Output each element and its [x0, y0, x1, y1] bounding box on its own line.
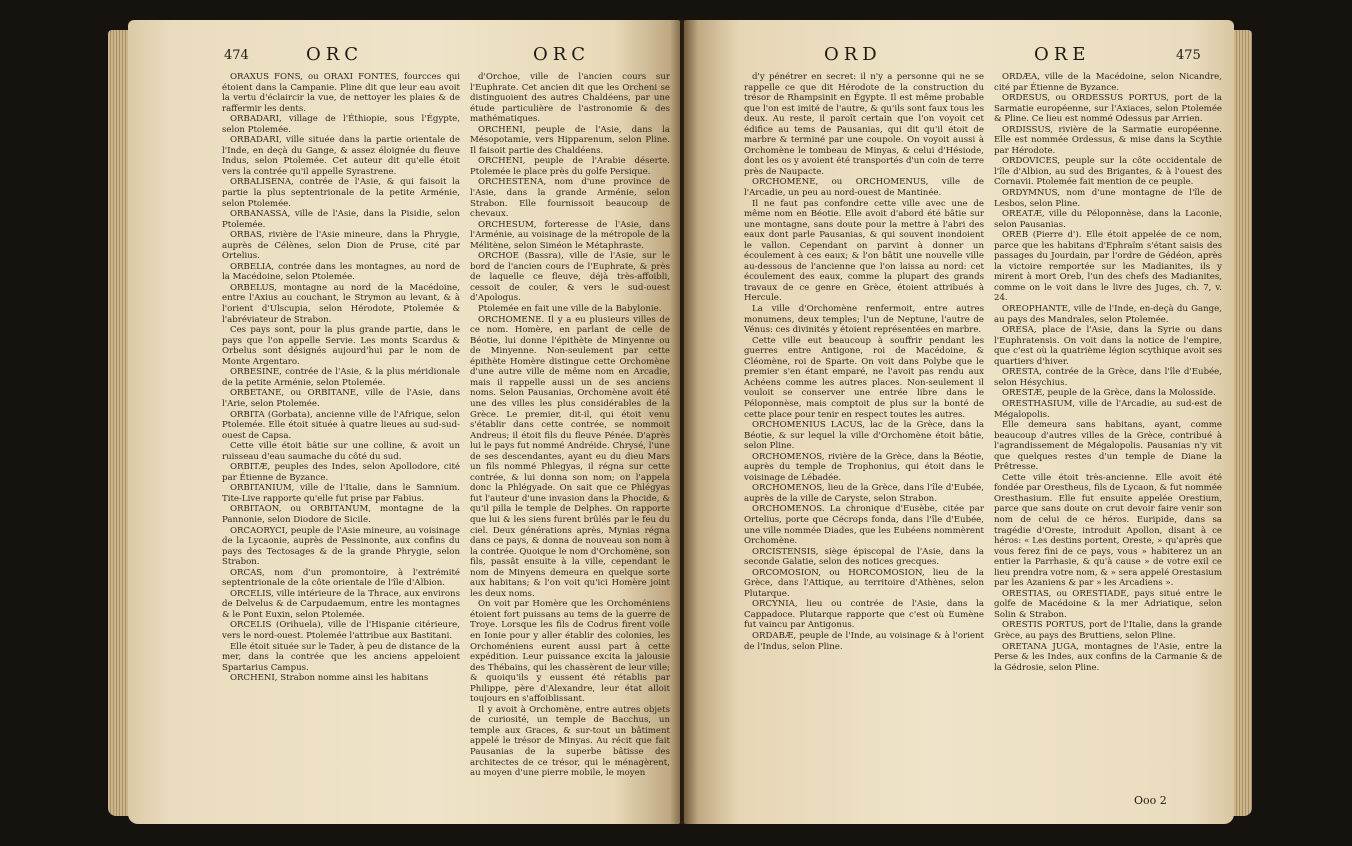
dictionary-entry: La ville d'Orchomène renfermoit, entre autres monumens, deux temples; l'un de Neptune, l'autre de Vénus: ces divinités y étoient représentées en marbre. — [744, 304, 984, 336]
running-head-right-1: ORD — [824, 44, 882, 65]
right-column-2 — [994, 72, 1222, 792]
book-gutter — [670, 20, 698, 824]
left-column-1 — [222, 72, 460, 792]
dictionary-entry: ORESTÆ, peuple de la Grèce, dans la Molosside. — [1002, 388, 1216, 399]
dictionary-entry: ORDÆA, ville de la Macédoine, selon Nicandre, cité par Étienne de Byzance. — [994, 72, 1222, 93]
dictionary-entry: ORESTA, contrée de la Grèce, dans l'île d'Eubée, selon Hésychius. — [994, 367, 1222, 388]
dictionary-entry: ORCHOMENIUS LACUS, lac de la Grèce, dans la Béotie, & sur lequel la ville d'Orchomène étoit bâtie, selon Pline. — [744, 420, 984, 452]
running-head-right-2: ORE — [1034, 44, 1091, 65]
dictionary-entry: ORBETANE, ou ORBITANE, ville de l'Asie, dans l'Arie, selon Ptolemée. — [222, 388, 460, 409]
running-head-left-1: ORC — [306, 44, 364, 65]
dictionary-entry: ORBESINE, contrée de l'Asie, & la plus méridionale de la petite Arménie, selon Ptolemée. — [222, 367, 460, 388]
dictionary-entry: Ces pays sont, pour la plus grande partie, dans le pays que l'on appelle Servie. Les monts Scardus & Orbelus sont désignés aujourd'hui par le nom de Monte Argentaro. — [222, 325, 460, 367]
dictionary-entry: ORBITANIUM, ville de l'Italie, dans le Samnium. Tite-Live rapporte qu'elle fut prise par Fabius. — [222, 483, 460, 504]
dictionary-entry: ORCHOMENOS, lieu de la Grèce, dans l'île d'Eubée, auprès de la ville de Caryste, selon Strabon. — [744, 483, 984, 504]
dictionary-entry: Cette ville eut beaucoup à souffrir pendant les guerres entre Antigone, roi de Macédoine, & Cléomène, roi de Sparte. On voit dans Polybe que le premier s'en étant emparé, ne l'avoit pas rendu aux Achéens comme les autres places. Non-seulement il vouloit se conserver une entrée libre dans le Péloponnèse, mais comptoit de plus sur la bonté de cette place pour tenir en respect toutes les autres. — [744, 335, 984, 420]
dictionary-entry: ORBITA (Gorbata), ancienne ville de l'Afrique, selon Ptolemée. Elle étoit située à quatre lieues au sud-sud-ouest de Capsa. — [222, 409, 460, 441]
dictionary-entry: ORCISTENSIS, siège épiscopal de l'Asie, dans la seconde Galatie, selon des notices grecques. — [744, 546, 984, 568]
dictionary-entry: ORBANASSA, ville de l'Asie, dans la Pisidie, selon Ptolemée. — [222, 209, 460, 230]
dictionary-entry: ORCHENI, peuple de l'Asie, dans la Mésopotamie, vers Hipparenum, selon Pline. Il faisoit partie des Chaldéens. — [470, 124, 670, 156]
dictionary-entry: ORCHENI, Strabon nomme ainsi les habitans — [230, 673, 429, 684]
dictionary-entry: ORCHESUM, forteresse de l'Asie, dans l'Arménie, au voisinage de la métropole de la Mélitène, selon Siméon le Métaphraste. — [470, 219, 670, 251]
running-head-left-2: ORC — [533, 44, 591, 65]
dictionary-entry: Cette ville étoit très-ancienne. Elle avoit été fondée par Orestheus, fils de Lycaon, & fut nommée Oresthasium. Elle fut ensuite appelée Orestium, parce que sans doute on crut devoir faire venir son nom de celui de ce héros. Euripide, dans sa tragédie d'Oreste, introduit Apollon, disant à ce héros: « Les destins portent, Oreste, » qu'après que vous ferez fini de ce pays, vous » habiterez un an entier la Parrhasie, & qu'à cause » de votre exil ce lieu prendra votre nom, & » sera appelé Orestasium par les Azaniens & par » les Arcadiens ». — [994, 472, 1222, 589]
right-page — [684, 20, 1234, 824]
dictionary-entry: ORAXUS FONS, ou ORAXI FONTES, fourcces qui étoient dans la Campanie. Pline dit que leur eau avoit la vertu d'éclaircir la vue, de nettoyer les plaies & de raffermir les dents. — [222, 72, 460, 114]
right-column-1 — [744, 72, 984, 792]
dictionary-entry: ORBELUS, montagne au nord de la Macédoine, entre l'Axius au couchant, le Strymon au levant, & à l'orient d'Ulscupia, selon Hérodote, Ptolemée & l'abréviateur de Strabon. — [222, 282, 460, 325]
dictionary-entry: ORESTIAS, ou ORESTIADE, pays situé entre le golfe de Macédoine & la mer Adriatique, selon Solin & Strabon. — [994, 588, 1222, 620]
dictionary-entry: Cette ville étoit bâtie sur une colline, & avoit un ruisseau d'eau saumache du côté du sud. — [222, 441, 460, 462]
dictionary-entry: OREATÆ, ville du Péloponnèse, dans la Laconie, selon Pausanias. — [994, 209, 1222, 230]
dictionary-entry: ORCHOMENE. Il y a eu plusieurs villes de ce nom. Homère, en parlant de celle de Béotie, lui donne l'épithète de Minyenne ou de Minyenne. Non-seulement par cette épithète Homère distingue cette Orchomène d'une autre ville de même nom en Arcadie, mais il rappelle aussi un de ses anciens noms. Selon Pausanias, Orchomène avoit été une des villes les plus considérables de la Grèce. Le premier, dit-il, qui étoit venu s'établir dans cette contrée, se nommoit Andreus; il étoit fils du fleuve Pénée. D'après lui le pays fut nommé Andréide. Chrysé, l'une de ses descendantes, ayant eu du dieu Mars un fils nommé Phlegyas, il régna sur cette contrée, & lui donna son nom; on l'appela donc la Phlégyade. On sait que ce Phlégyas fut l'auteur d'une invasion dans la Phocide, & qu'il pilla le temple de Delphes. On rapporte que lui & les siens furent brûlés par le feu du ciel. Deux générations après, Mynias régna dans ce pays, & donna de nouveau son nom à la contrée. Quoique le nom d'Orchomène, son fils, passât ensuite à la ville, cependant le nom de Minyens demeura en quelque sorte aux habitans; & l'on voit qu'ici Homère joint les deux noms. — [470, 314, 670, 599]
dictionary-entry: ORCHOMENOS. La chronique d'Eusèbe, citée par Ortelius, porte que Cécrops fonda, dans l'île d'Eubée, une ville nommée Diades, que les Eubéens nommèrent Orchomène. — [744, 504, 984, 547]
dictionary-entry: Elle étoit située sur le Tader, à peu de distance de la mer, dans la contrée que les anciens appeloient Spartarius Campus. — [222, 641, 460, 673]
left-page — [128, 20, 680, 824]
dictionary-entry: d'y pénétrer en secret: il n'y a personne qui ne se rappelle ce que dit Hérodote de la construction du trésor de Rhampsinit en Égypte. Il est même probable que l'on est imité de l'autre, & qu'ils sont faux tous les deux. Au reste, il paroît certain que l'on voyoit cet édifice au tems de Pausanias, qui dit qu'il étoit de marbre & terminé par une coupole. On voyoit aussi à Orchomène le tombeau de Minyas, & celui d'Hésiode, dont les os y avoient été transportés d'un coin de terre près de Naupacte. — [744, 72, 984, 177]
dictionary-entry: Elle demeura sans habitans, ayant, comme beaucoup d'autres villes de la Grèce, contribué à l'agrandissement de Mégalopolis. Pausanias n'y vit que quelques restes d'un temple de Diane la Prêtresse. — [994, 420, 1222, 473]
dictionary-entry: ORCHOMENOS, rivière de la Grèce, dans la Béotie, auprès du temple de Trophonius, qui étoit dans le voisinage de Lébadée. — [744, 451, 984, 483]
dictionary-entry: ORBADARI, ville située dans la partie orientale de l'Inde, en deçà du Gange, & assez éloignée du fleuve Indus, selon Ptolemée. Cet auteur dit qu'elle étoit vers la contrée qu'il appelle Syrastrene. — [222, 135, 460, 177]
dictionary-entry: ORCAORYCI, peuple de l'Asie mineure, au voisinage de la Lycaonie, auprès de Pessinonte, aux confins du pays des Tectosages & de la grande Phrygie, selon Strabon. — [222, 525, 460, 568]
dictionary-entry: OREB (Pierre d'). Elle étoit appelée de ce nom, parce que les habitans d'Ephraïm s'étant saisis des passages du Jourdain, par l'ordre de Gédéon, après la victoire remportée sur les Madianites, ils y mirent à mort Oreb, l'un des chefs des Madianites, comme on le voit dans le livre des Juges, ch. 7, v. 24. — [994, 230, 1222, 304]
dictionary-entry: ORDESUS, ou ORDESSUS PORTUS, port de la Sarmatie européenne, sur l'Axiaces, selon Ptolemée & Pline. Ce lieu est nommé Odessus par Arrien. — [994, 93, 1222, 125]
dictionary-entry: Il y avoit à Orchomène, entre autres objets de curiosité, un temple de Bacchus, un temple aux Graces, & sur-tout un bâtiment appelé le trésor de Minyas. Au récit que fait Pausanias de la superbe bâtisse des architectes de ce trésor, qui le ménagèrent, au moyen d'une pierre mobile, le moyen — [470, 704, 670, 779]
dictionary-entry: ORBALISENA, contrée de l'Asie, & qui faisoit la partie la plus septentrionale de la petite Arménie, selon Ptolemée. — [222, 177, 460, 209]
dictionary-entry: Ptolemée en fait une ville de la Babylonie. — [478, 304, 662, 315]
dictionary-entry: ORDYMNUS, nom d'une montagne de l'île de Lesbos, selon Pline. — [994, 188, 1222, 209]
dictionary-entry: Il ne faut pas confondre cette ville avec une de même nom en Béotie. Elle avoit d'abord été bâtie sur une montagne, sans doute pour la mettre à l'abri des eaux dont parle Pausanias, & qui souvent inondoient le vallon. Cependant on parvint à donner un écoulement à ces eaux; & l'on bâtit une nouvelle ville au-dessous de l'ancienne que l'on laissa au nord: cet écoulement des eaux, comme la plupart des grands travaux de ce genre en Grèce, étoient attribués à Hercule. — [744, 198, 984, 304]
dictionary-entry: ORBAS, rivière de l'Asie mineure, dans la Phrygie, auprès de Célènes, selon Dion de Pruse, cité par Ortelius. — [222, 230, 460, 262]
dictionary-entry: ORCELIS, ville intérieure de la Thrace, aux environs de Delvelus & de Carpudaemum, entre les montagnes & le Pont Euxin, selon Ptolemée. — [222, 588, 460, 620]
dictionary-entry: d'Orchoe, ville de l'ancien cours sur l'Euphrate. Cet ancien dit que les Orcheni se distinguoient des autres Chaldéens, par une étude particulière de l'astronomie & des mathématiques. — [470, 72, 670, 125]
dictionary-entry: ORDISSUS, rivière de la Sarmatie européenne. Elle est nommée Ordessus, & mise dans la Scythie par Hérodote. — [994, 124, 1222, 156]
dictionary-entry: ORETANA JUGA, montagnes de l'Asie, entre la Perse & les Indes, aux confins de la Carmanie & de la Gédrosie, selon Pline. — [994, 641, 1222, 673]
page-number-right: 475 — [1176, 48, 1201, 63]
dictionary-entry: ORDABÆ, peuple de l'Inde, au voisinage & à l'orient de l'Indus, selon Pline. — [744, 630, 984, 652]
left-page-edges — [108, 30, 130, 816]
dictionary-entry: ORCOMOSION, ou HORCOMOSION, lieu de la Grèce, dans l'Attique, au territoire d'Athènes, selon Plutarque. — [744, 567, 984, 599]
dictionary-entry: ORBELIA, contrée dans les montagnes, au nord de la Macédoine, selon Ptolemée. — [222, 261, 460, 283]
dictionary-entry: On voit par Homère que les Orchoméniens étoient fort puissans au tems de la guerre de Troye. Lorsque les fils de Codrus firent voile en Ionie pour y aller établir des colonies, les Orchoméniens eurent aussi part à cette expédition. Leur puissance excita la jalousie des Thébains, qui les chassèrent de leur ville; & quoiqu'ils y eussent été rétablis par Philippe, père d'Alexandre, leur état alloit toujours en s'affoiblissant. — [470, 599, 670, 705]
dictionary-entry: ORCAS, nom d'un promontoire, à l'extrémité septentrionale de la côte orientale de l'île d'Albion. — [222, 567, 460, 589]
dictionary-entry: ORDOVICES, peuple sur la côte occidentale de l'île d'Albion, au sud des Brigantes, & à l'ouest des Cornavii. Ptolemée fait mention de ce peuple. — [994, 156, 1222, 188]
dictionary-entry: ORCELIS (Orihuela), ville de l'Hispanie citérieure, vers le nord-ouest. Ptolemée l'attribue aux Bastitani. — [222, 620, 460, 641]
dictionary-entry: ORCHENI, peuple de l'Arabie déserte. Ptolemée le place près du golfe Persique. — [470, 156, 670, 177]
dictionary-entry: ORCYNIA, lieu ou contrée de l'Asie, dans la Cappadoce. Plutarque rapporte que c'est où Eumène fut vaincu par Antigonus. — [744, 599, 984, 631]
dictionary-entry: OREOPHANTE, ville de l'Inde, en-deçà du Gange, au pays des Mandrales, selon Ptolemée. — [994, 304, 1222, 325]
signature-mark: Ooo 2 — [1134, 794, 1167, 807]
dictionary-entry: ORESTIS PORTUS, port de l'Italie, dans la grande Grèce, au pays des Bruttiens, selon Pline. — [994, 620, 1222, 641]
dictionary-entry: ORESTHASIUM, ville de l'Arcadie, au sud-est de Mégalopolis. — [994, 398, 1222, 420]
page-number-left: 474 — [224, 48, 249, 63]
dictionary-entry: ORCHESTENA, nom d'une province de l'Asie, dans la grande Arménie, selon Strabon. Elle fournissoit beaucoup de chevaux. — [470, 177, 670, 220]
dictionary-entry: ORCHOMENE, ou ORCHOMENUS, ville de l'Arcadie, un peu au nord-ouest de Mantinée. — [744, 177, 984, 199]
dictionary-entry: ORBITAON, ou ORBITANUM, montagne de la Pannonie, selon Diodore de Sicile. — [222, 504, 460, 525]
dictionary-entry: ORCHOE (Bassra), ville de l'Asie, sur le bord de l'ancien cours de l'Euphrate, & près de laquelle ce fleuve, déjà très-affoibli, cessoit de couler, & vers le sud-ouest d'Apologus. — [470, 251, 670, 304]
dictionary-entry: ORESA, place de l'Asie, dans la Syrie ou dans l'Euphratensis. On voit dans la notice de l'empire, que c'est où la quatrième légion scythique avoit ses quartiers d'hiver. — [994, 325, 1222, 367]
dictionary-entry: ORBITÆ, peuples des Indes, selon Apollodore, cité par Étienne de Byzance. — [222, 462, 460, 483]
dictionary-entry: ORBADARI, village de l'Éthiopie, sous l'Égypte, selon Ptolemée. — [222, 114, 460, 135]
left-column-2 — [470, 72, 670, 792]
